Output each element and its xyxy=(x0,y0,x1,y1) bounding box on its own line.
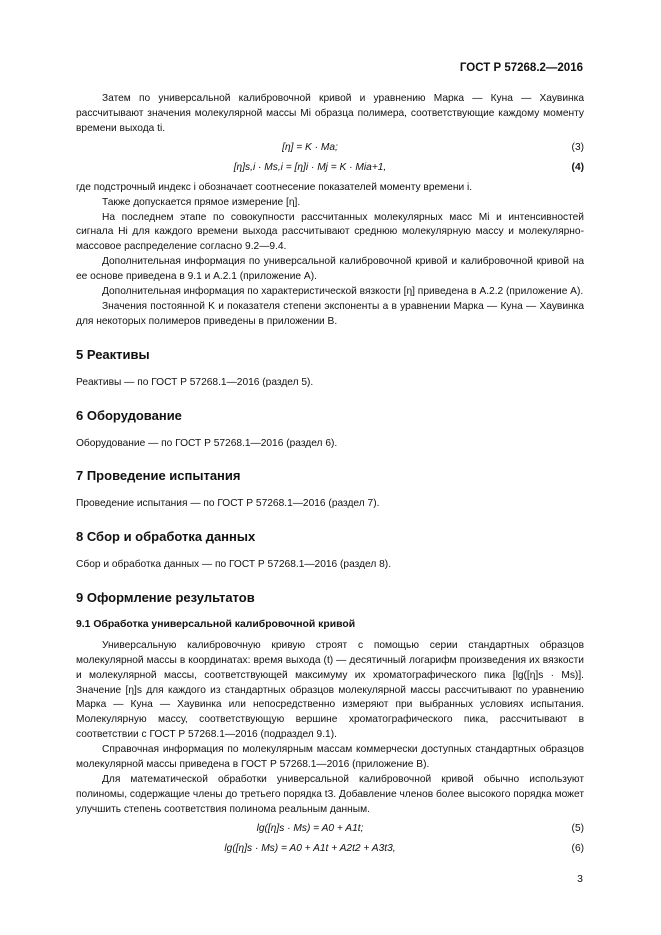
formula-6-number: (6) xyxy=(571,842,584,854)
section-5-text: Реактивы — по ГОСТ Р 57268.1—2016 (раздел 5). xyxy=(76,376,314,388)
formula-5-expression: lg([η]s · Ms) = A0 + A1t; xyxy=(256,822,364,834)
document-header: ГОСТ Р 57268.2—2016 xyxy=(459,62,583,74)
intro-paragraph-6: Дополнительная информация по характеристической вязкости [η] приведена в А.2.2 (приложение А). xyxy=(102,286,584,298)
formula-6-expression: lg([η]s · Ms) = A0 + A1t + A2t2 + A3t3, xyxy=(224,842,396,854)
section-5-title: 5 Реактивы xyxy=(76,346,150,362)
page-number: 3 xyxy=(577,873,583,885)
formula-5 xyxy=(76,822,584,837)
subsection-9-1-paragraph-2: Справочная информация по молекулярным массам коммерчески доступных стандартных образцов молекулярной массы приведена в ГОСТ Р 57268.1—2016 (приложение В). xyxy=(76,744,584,771)
formula-5-number: (5) xyxy=(571,822,584,834)
intro-paragraph-1: Затем по универсальной калибровочной кривой и уравнению Марка — Куна — Хаувинка рассчитывают значения молекулярной массы Mi образца полимера, соответствующие каждому моменту времени выхода ti. xyxy=(76,93,584,134)
formula-3-number: (3) xyxy=(571,141,584,153)
subsection-9-1-paragraph-1: Универсальную калибровочную кривую строят с помощью серии стандартных образцов молекулярной массы в координатах: время выхода (t) — десятичный логарифм произведения их вязкости и молекулярной массы, соответствующей максимуму их хроматографического пика [lg([η]s · Ms)]. Значение [η]s для каждого из стандартных образцов молекулярной массы рассчитывают по уравнению Марка — Куна — Хаувинка или непосредственно измеряют при выбранных условиях испытания. Молекулярную массу, соответствующую вершине хроматографического пика, рассчитывают в соответствии с ГОСТ Р 57268.1—2016 (подраздел 9.1). xyxy=(76,639,584,741)
section-8-title: 8 Сбор и обработка данных xyxy=(76,529,256,545)
section-6-text: Оборудование — по ГОСТ Р 57268.1—2016 (раздел 6). xyxy=(76,437,338,449)
section-9-title: 9 Оформление результатов xyxy=(76,590,255,606)
document-body xyxy=(76,92,584,862)
subsection-9-1-title: 9.1 Обработка универсальной калибровочной кривой xyxy=(76,618,356,630)
section-7-text: Проведение испытания — по ГОСТ Р 57268.1—2016 (раздел 7). xyxy=(76,498,380,510)
intro-paragraph-7: Значения постоянной K и показателя степени экспоненты a в уравнении Марка — Куна — Хаувинка для некоторых полимеров приведены в приложении В. xyxy=(76,300,584,327)
section-8-text: Сбор и обработка данных — по ГОСТ Р 57268.1—2016 (раздел 8). xyxy=(76,559,392,571)
formula-4-number: (4) xyxy=(571,161,584,173)
formula-3 xyxy=(76,141,584,156)
formula-4-expression: [η]s,i · Ms,i = [η]i · Mj = K · Mia+1, xyxy=(233,161,387,173)
intro-paragraph-5: Дополнительная информация по универсальной калибровочной кривой и калибровочной кривой на ее основе приведена в 9.1 и А.2.1 (приложение А). xyxy=(76,256,584,283)
intro-paragraph-2: где подстрочный индекс i обозначает соотнесение показателей моменту времени i. xyxy=(76,181,473,193)
section-6-title: 6 Оборудование xyxy=(76,407,182,423)
subsection-9-1-paragraph-3: Для математической обработки универсальной калибровочной кривой обычно используют полиномы, содержащие члены до третьего порядка t3. Добавление членов более высокого порядка может улучшить степень соответствия полинома реальным данным. xyxy=(76,774,584,815)
formula-3-expression: [η] = K · Ma; xyxy=(282,141,338,153)
section-7-title: 7 Проведение испытания xyxy=(76,468,241,484)
intro-paragraph-3: Также допускается прямое измерение [η]. xyxy=(102,196,301,208)
formula-4 xyxy=(76,161,584,176)
formula-6 xyxy=(76,842,584,857)
intro-paragraph-4: На последнем этапе по совокупности рассчитанных молекулярных масс Mi и интенсивностей сигнала Hi для каждого времени выхода рассчитывают среднюю молекулярную массу и молекулярно-массовое распределение согласно 9.2—9.4. xyxy=(76,211,584,253)
